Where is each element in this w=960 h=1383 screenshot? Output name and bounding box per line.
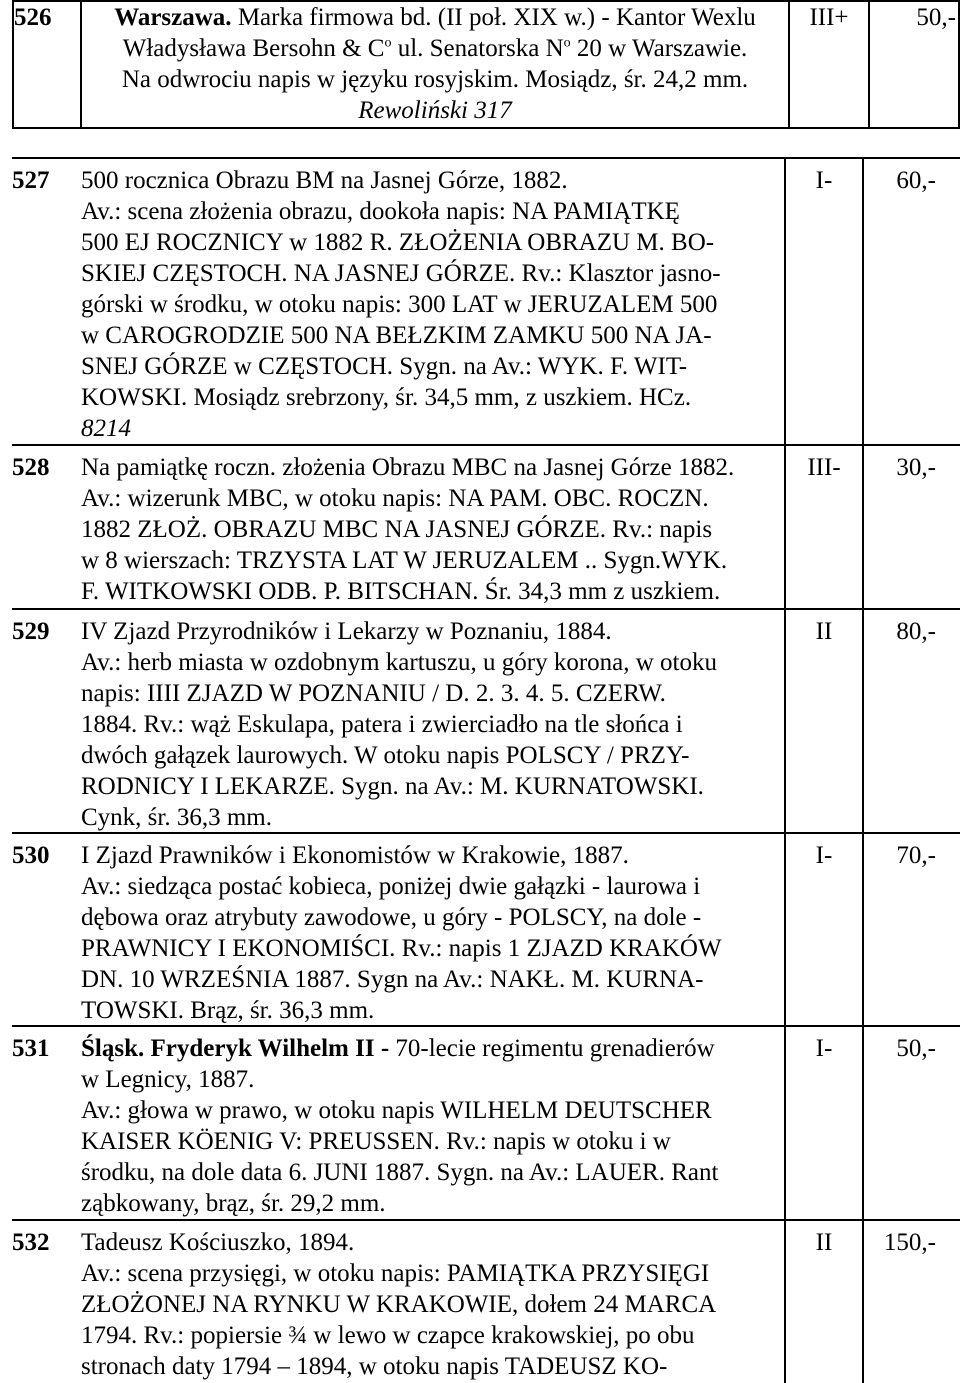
lot-title: Śląsk. Fryderyk Wilhelm II - [81, 1035, 390, 1062]
lot-description: Śląsk. Fryderyk Wilhelm II - 70-lecie regimentu grenadierów w Legnicy, 1887. Av.: głowa w prawo, w otoku napis WILHELM DEUTSCHER KAISER KÖENIG V: PREUSSEN. Rv.: napis w otoku i w środku, na dole data 6. JUNI 1887. Sygn. na Av.: LAUER. Rant ząbkowany, brąz, śr. 29,2 mm. [81, 1035, 719, 1217]
lot-price: 60,- [862, 159, 948, 444]
lot-row [12, 446, 960, 610]
lot-number: 529 [12, 618, 50, 645]
lot-grade: I- [784, 1027, 862, 1219]
lot-row [12, 1221, 960, 1383]
lot-description: Tadeusz Kościuszko, 1894. Av.: scena przysięgi, w otoku napis: PAMIĄTKA PRZYSIĘGI ZŁOŻONEJ NA RYNKU W KRAKOWIE, dołem 24 MARCA 1794. Rv.: popiersie ¾ w lewo w czapce krakowskiej, po obu stronach daty 1794 – 1894, w otoku napis TADEUSZ KO- [81, 1229, 717, 1380]
lot-row [12, 157, 960, 446]
lot-price: 50,- [862, 1027, 948, 1219]
lot-grade: II [784, 1221, 862, 1383]
lot-grade: I- [784, 834, 862, 1025]
lot-description: IV Zjazd Przyrodników i Lekarzy w Poznaniu, 1884. Av.: herb miasta w ozdobnym kartuszu, u góry korona, w otoku napis: IIII ZJAZD W POZNANIU / D. 2. 3. 4. 5. CZERW. 1884. Rv.: wąż Eskulapa, patera i zwierciadło na tle słońca i dwóch gałązek laurowych. W otoku napis POLSCY / PRZY- RODNICY I LEKARZE. Sygn. na Av.: M. KURNATOWSKI. Cynk, śr. 36,3 mm. [81, 618, 717, 831]
lot-reference: Rewoliński 317 [358, 97, 512, 124]
lot-row [12, 834, 960, 1027]
lot-526-table [12, 0, 960, 129]
lot-price: 30,- [862, 446, 948, 608]
lot-number: 530 [12, 842, 50, 869]
lot-grade: III- [784, 446, 862, 608]
lot-description: Na pamiątkę roczn. złożenia Obrazu MBC na Jasnej Górze 1882. Av.: wizerunk MBC, w otoku napis: NA PAM. OBC. ROCZN. 1882 ZŁOŻ. OBRAZU MBC NA JASNEJ GÓRZE. Rv.: napis w 8 wierszach: TRZYSTA LAT W JERUZALEM .. Sygn.WYK. F. WITKOWSKI ODB. P. BITSCHAN. Śr. 34,3 mm z uszkiem. [81, 454, 735, 605]
lot-row [12, 610, 960, 834]
lot-price: 50,- [869, 1, 959, 128]
lot-price: 70,- [862, 834, 948, 1025]
lot-list [12, 157, 960, 1383]
lot-number: 532 [12, 1229, 50, 1256]
lot-description: Warszawa. Marka firmowa bd. (II poł. XIX w.) - Kantor Wexlu Władysława Bersohn & $C^o$ ul. Senatorska $N^o$ 20 w Warszawie. Na odwrociu napis w języku rosyjskim. Mosiądz, śr. 24,2 mm. Rewoliński 317 [81, 1, 789, 128]
lot-title: Warszawa. [114, 4, 232, 31]
lot-description: 500 rocznica Obrazu BM na Jasnej Górze, 1882. Av.: scena złożenia obrazu, dookoła napis: NA PAMIĄTKĘ 500 EJ ROCZNICY w 1882 R. ZŁOŻENIA OBRAZU M. BO- SKIEJ CZĘSTOCH. NA JASNEJ GÓRZE. Rv.: Klasztor jasno- górski w środku, w otoku napis: 300 LAT w JERUZALEM 500 w CAROGRODZIE 500 NA BEŁZKIM ZAMKU 500 NA JA- SNEJ GÓRZE w CZĘSTOCH. Sygn. na Av.: WYK. F. WIT- KOWSKI. Mosiądz srebrzony, śr. 34,5 mm, z uszkiem. HCz. 8214 [81, 167, 721, 442]
lot-price: 150,- [862, 1221, 948, 1383]
lot-number: 527 [12, 167, 50, 194]
lot-grade: II [784, 610, 862, 832]
lot-number: 531 [12, 1035, 50, 1062]
lot-grade: I- [784, 159, 862, 444]
lot-grade: III+ [789, 1, 869, 128]
lot-row [12, 1027, 960, 1221]
lot-number: 528 [12, 454, 50, 481]
lot-description: I Zjazd Prawników i Ekonomistów w Krakowie, 1887. Av.: siedząca postać kobieca, poniżej dwie gałązki - laurowa i dębowa oraz atrybuty zawodowe, u góry - POLSCY, na dole - PRAWNICY I EKONOMIŚCI. Rv.: napis 1 ZJAZD KRAKÓW DN. 10 WRZEŚNIA 1887. Sygn na Av.: NAKŁ. M. KURNA- TOWSKI. Brąz, śr. 36,3 mm. [81, 842, 722, 1024]
lot-price: 80,- [862, 610, 948, 832]
lot-number: 526 [13, 1, 81, 128]
